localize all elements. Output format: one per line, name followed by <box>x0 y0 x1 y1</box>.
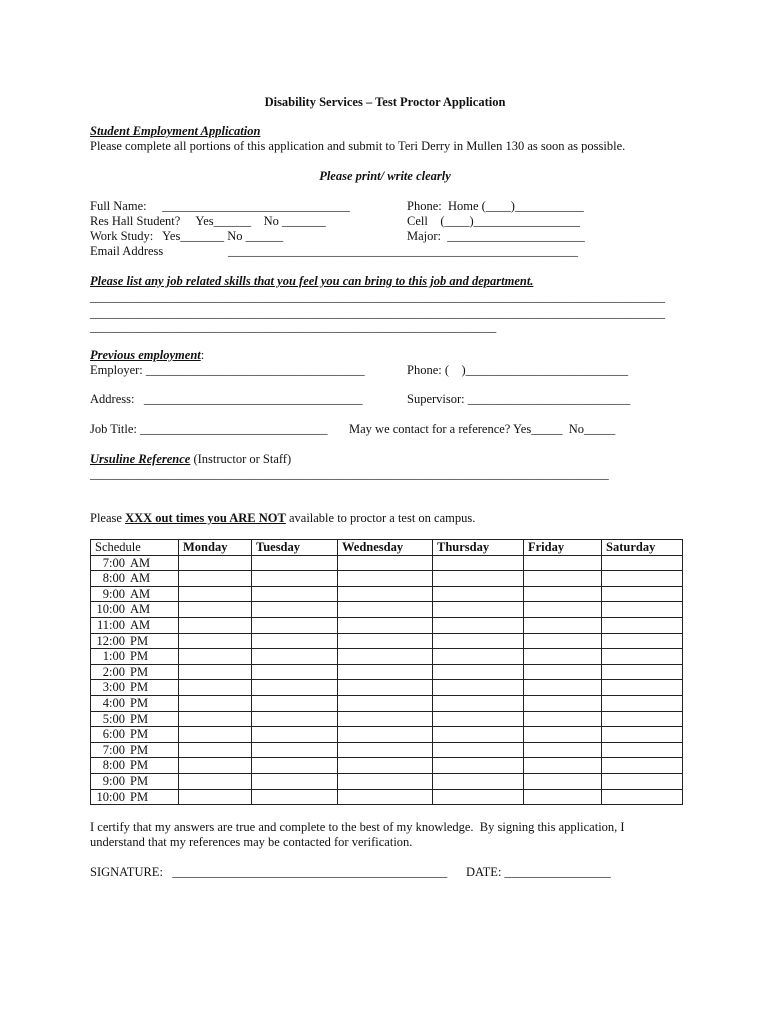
availability-cell-monday[interactable] <box>179 789 252 805</box>
availability-cell-tuesday[interactable] <box>252 695 338 711</box>
availability-cell-tuesday[interactable] <box>252 727 338 743</box>
skills-line[interactable]: ____________________________________________________________________________________________ <box>90 290 665 304</box>
time-value: 5:00 <box>102 711 125 726</box>
availability-cell-thursday[interactable] <box>433 773 524 789</box>
availability-cell-monday[interactable] <box>179 727 252 743</box>
availability-cell-monday[interactable] <box>179 586 252 602</box>
supervisor-field[interactable]: Supervisor: __________________________ <box>407 392 631 406</box>
availability-cell-tuesday[interactable] <box>252 773 338 789</box>
schedule-body <box>91 555 683 805</box>
schedule-row <box>91 649 683 665</box>
reference-note: (Instructor or Staff) <box>190 452 292 466</box>
availability-cell-tuesday[interactable] <box>252 571 338 587</box>
time-value: 6:00 <box>102 727 125 742</box>
time-value: 9:00 <box>102 773 125 788</box>
availability-cell-tuesday[interactable] <box>252 617 338 633</box>
availability-cell-friday[interactable] <box>524 695 602 711</box>
schedule-row <box>91 555 683 571</box>
availability-cell-wednesday[interactable] <box>338 649 433 665</box>
availability-cell-thursday[interactable] <box>433 586 524 602</box>
schedule-row <box>91 680 683 696</box>
availability-cell-monday[interactable] <box>179 555 252 571</box>
phone-home-field[interactable]: Phone: Home (____)___________ <box>407 199 584 213</box>
time-value: 7:00 <box>102 742 125 757</box>
time-value: 3:00 <box>102 680 125 695</box>
availability-cell-monday[interactable] <box>179 695 252 711</box>
instruction-text: Please complete all portions of this application and submit to Teri Derry in Mullen 130 as soon as possible. <box>90 139 626 153</box>
availability-cell-wednesday[interactable] <box>338 773 433 789</box>
employer-phone-field[interactable]: Phone: ( )__________________________ <box>407 363 629 377</box>
availability-cell-monday[interactable] <box>179 742 252 758</box>
availability-cell-thursday[interactable] <box>433 789 524 805</box>
time-value: 12:00 <box>96 633 125 648</box>
skills-line[interactable]: ____________________________________________________________________________________________ <box>90 306 665 320</box>
time-label <box>91 727 179 743</box>
time-period: PM <box>130 680 149 695</box>
time-value: 8:00 <box>102 758 125 773</box>
full-name-field[interactable]: Full Name: ______________________________ <box>90 199 350 213</box>
availability-cell-friday[interactable] <box>524 617 602 633</box>
availability-cell-monday[interactable] <box>179 664 252 680</box>
print-note: Please print/ write clearly <box>319 169 451 183</box>
availability-cell-wednesday[interactable] <box>338 695 433 711</box>
availability-cell-saturday[interactable] <box>602 695 683 711</box>
schedule-row <box>91 571 683 587</box>
time-period: PM <box>130 742 149 757</box>
availability-cell-tuesday[interactable] <box>252 711 338 727</box>
time-period: AM <box>130 555 151 570</box>
availability-emphasis: XXX out times you ARE NOT <box>125 511 286 525</box>
time-value: 1:00 <box>102 649 125 664</box>
availability-cell-wednesday[interactable] <box>338 680 433 696</box>
availability-cell-saturday[interactable] <box>602 773 683 789</box>
availability-cell-friday[interactable] <box>524 586 602 602</box>
availability-cell-friday[interactable] <box>524 711 602 727</box>
time-label <box>91 571 179 587</box>
availability-cell-monday[interactable] <box>179 711 252 727</box>
time-label <box>91 602 179 618</box>
availability-cell-tuesday[interactable] <box>252 649 338 665</box>
contact-reference-field[interactable]: May we contact for a reference? Yes_____ No_____ <box>349 422 616 436</box>
signature-field[interactable]: SIGNATURE: ____________________________________________ <box>90 865 448 879</box>
schedule-table <box>90 539 683 805</box>
availability-cell-monday[interactable] <box>179 602 252 618</box>
time-value: 9:00 <box>102 586 125 601</box>
time-label <box>91 695 179 711</box>
time-label <box>91 773 179 789</box>
availability-cell-thursday[interactable] <box>433 758 524 774</box>
availability-cell-wednesday[interactable] <box>338 602 433 618</box>
availability-instruction <box>90 511 475 525</box>
work-study-field[interactable]: Work Study: Yes_______ No ______ <box>90 229 284 243</box>
availability-cell-saturday[interactable] <box>602 758 683 774</box>
availability-cell-thursday[interactable] <box>433 649 524 665</box>
schedule-row <box>91 727 683 743</box>
availability-cell-friday[interactable] <box>524 773 602 789</box>
availability-cell-tuesday[interactable] <box>252 555 338 571</box>
availability-cell-saturday[interactable] <box>602 789 683 805</box>
cell-field[interactable]: Cell (____)_________________ <box>407 214 580 228</box>
availability-cell-thursday[interactable] <box>433 571 524 587</box>
previous-employment-title: Previous employment <box>90 348 201 362</box>
time-period: PM <box>130 633 149 648</box>
reference-field[interactable]: ___________________________________________________________________________________ <box>90 467 609 481</box>
time-label <box>91 649 179 665</box>
availability-cell-friday[interactable] <box>524 633 602 649</box>
availability-cell-wednesday[interactable] <box>338 633 433 649</box>
time-label <box>91 617 179 633</box>
certify-text: understand that my references may be contacted for verification. <box>90 835 413 849</box>
time-label <box>91 789 179 805</box>
availability-cell-friday[interactable] <box>524 742 602 758</box>
day-header: Thursday <box>433 540 524 556</box>
res-hall-field[interactable]: Res Hall Student? Yes______ No _______ <box>90 214 326 228</box>
day-header: Wednesday <box>338 540 433 556</box>
time-value: 11:00 <box>96 617 125 632</box>
time-period: PM <box>130 773 149 788</box>
time-value: 8:00 <box>102 571 125 586</box>
email-field[interactable]: ________________________________________________________ <box>228 244 578 258</box>
availability-cell-thursday[interactable] <box>433 555 524 571</box>
colon: : <box>200 348 205 362</box>
availability-cell-saturday[interactable] <box>602 602 683 618</box>
schedule-row <box>91 711 683 727</box>
availability-cell-friday[interactable] <box>524 664 602 680</box>
schedule-row <box>91 617 683 633</box>
availability-cell-monday[interactable] <box>179 649 252 665</box>
email-label: Email Address <box>90 244 164 258</box>
availability-cell-saturday[interactable] <box>602 586 683 602</box>
availability-cell-thursday[interactable] <box>433 617 524 633</box>
availability-cell-monday[interactable] <box>179 680 252 696</box>
availability-cell-wednesday[interactable] <box>338 664 433 680</box>
availability-cell-tuesday[interactable] <box>252 680 338 696</box>
time-period: PM <box>130 758 149 773</box>
major-field[interactable]: Major: ______________________ <box>407 229 585 243</box>
availability-cell-friday[interactable] <box>524 680 602 696</box>
time-period: PM <box>130 649 149 664</box>
date-field[interactable]: DATE: _________________ <box>466 865 611 879</box>
time-label <box>91 633 179 649</box>
availability-cell-thursday[interactable] <box>433 742 524 758</box>
time-label <box>91 758 179 774</box>
availability-cell-friday[interactable] <box>524 571 602 587</box>
time-period: AM <box>130 586 151 601</box>
time-period: PM <box>130 711 149 726</box>
availability-cell-saturday[interactable] <box>602 633 683 649</box>
time-label <box>91 742 179 758</box>
availability-cell-wednesday[interactable] <box>338 742 433 758</box>
availability-cell-friday[interactable] <box>524 727 602 743</box>
availability-cell-friday[interactable] <box>524 602 602 618</box>
availability-cell-wednesday[interactable] <box>338 727 433 743</box>
time-label <box>91 680 179 696</box>
availability-cell-wednesday[interactable] <box>338 758 433 774</box>
availability-prefix: Please <box>90 511 126 525</box>
availability-cell-wednesday[interactable] <box>338 711 433 727</box>
reference-heading-row <box>90 452 291 466</box>
availability-cell-friday[interactable] <box>524 789 602 805</box>
availability-cell-friday[interactable] <box>524 649 602 665</box>
day-header: Monday <box>179 540 252 556</box>
availability-cell-friday[interactable] <box>524 555 602 571</box>
availability-cell-saturday[interactable] <box>602 617 683 633</box>
skills-heading: Please list any job related skills that you feel you can bring to this job and department. <box>90 274 534 288</box>
time-value: 7:00 <box>102 555 125 570</box>
schedule-row <box>91 695 683 711</box>
time-period: PM <box>130 727 149 742</box>
day-header: Friday <box>524 540 602 556</box>
availability-cell-tuesday[interactable] <box>252 789 338 805</box>
schedule-row <box>91 633 683 649</box>
availability-cell-wednesday[interactable] <box>338 789 433 805</box>
time-label <box>91 586 179 602</box>
day-header: Tuesday <box>252 540 338 556</box>
reference-heading: Ursuline Reference <box>90 452 191 466</box>
time-period: AM <box>130 571 151 586</box>
availability-cell-wednesday[interactable] <box>338 555 433 571</box>
availability-cell-tuesday[interactable] <box>252 742 338 758</box>
time-value: 10:00 <box>96 602 125 617</box>
availability-cell-saturday[interactable] <box>602 664 683 680</box>
section-heading-student-employment: Student Employment Application <box>90 124 261 138</box>
availability-cell-thursday[interactable] <box>433 711 524 727</box>
schedule-row <box>91 742 683 758</box>
availability-cell-tuesday[interactable] <box>252 758 338 774</box>
availability-cell-thursday[interactable] <box>433 727 524 743</box>
time-period: PM <box>130 789 149 804</box>
skills-line[interactable]: _________________________________________________________________ <box>90 320 497 334</box>
time-period: PM <box>130 695 149 710</box>
availability-cell-wednesday[interactable] <box>338 571 433 587</box>
availability-cell-tuesday[interactable] <box>252 664 338 680</box>
availability-cell-friday[interactable] <box>524 758 602 774</box>
availability-cell-saturday[interactable] <box>602 727 683 743</box>
availability-cell-monday[interactable] <box>179 617 252 633</box>
availability-cell-thursday[interactable] <box>433 664 524 680</box>
schedule-row <box>91 664 683 680</box>
page-title: Disability Services – Test Proctor Application <box>264 95 506 109</box>
availability-cell-saturday[interactable] <box>602 680 683 696</box>
schedule-corner: Schedule <box>91 540 179 556</box>
time-label <box>91 711 179 727</box>
availability-cell-saturday[interactable] <box>602 649 683 665</box>
availability-cell-saturday[interactable] <box>602 711 683 727</box>
employer-field[interactable]: Employer: ___________________________________ <box>90 363 365 377</box>
availability-cell-monday[interactable] <box>179 758 252 774</box>
schedule-row <box>91 789 683 805</box>
availability-cell-monday[interactable] <box>179 773 252 789</box>
time-label <box>91 555 179 571</box>
availability-suffix: available to proctor a test on campus. <box>285 511 476 525</box>
time-period: AM <box>130 617 151 632</box>
time-value: 4:00 <box>102 695 125 710</box>
availability-cell-saturday[interactable] <box>602 742 683 758</box>
availability-cell-saturday[interactable] <box>602 555 683 571</box>
schedule-header-row <box>91 540 683 556</box>
availability-cell-tuesday[interactable] <box>252 633 338 649</box>
availability-cell-saturday[interactable] <box>602 571 683 587</box>
time-label <box>91 664 179 680</box>
availability-cell-thursday[interactable] <box>433 695 524 711</box>
schedule-row <box>91 602 683 618</box>
availability-cell-monday[interactable] <box>179 633 252 649</box>
availability-cell-tuesday[interactable] <box>252 602 338 618</box>
schedule-row <box>91 586 683 602</box>
availability-cell-tuesday[interactable] <box>252 586 338 602</box>
previous-employment-heading <box>90 348 204 362</box>
availability-cell-thursday[interactable] <box>433 602 524 618</box>
address-field[interactable]: Address: ___________________________________ <box>90 392 363 406</box>
time-period: PM <box>130 664 149 679</box>
availability-cell-wednesday[interactable] <box>338 617 433 633</box>
time-value: 2:00 <box>102 664 125 679</box>
schedule-row <box>91 773 683 789</box>
job-title-field[interactable]: Job Title: ______________________________ <box>90 422 328 436</box>
time-value: 10:00 <box>96 789 125 804</box>
availability-cell-thursday[interactable] <box>433 633 524 649</box>
availability-cell-monday[interactable] <box>179 571 252 587</box>
schedule-row <box>91 758 683 774</box>
availability-cell-thursday[interactable] <box>433 680 524 696</box>
time-period: AM <box>130 602 151 617</box>
day-header: Saturday <box>602 540 683 556</box>
certify-text: I certify that my answers are true and complete to the best of my knowledge. By signing this application, I <box>90 820 625 834</box>
availability-cell-wednesday[interactable] <box>338 586 433 602</box>
